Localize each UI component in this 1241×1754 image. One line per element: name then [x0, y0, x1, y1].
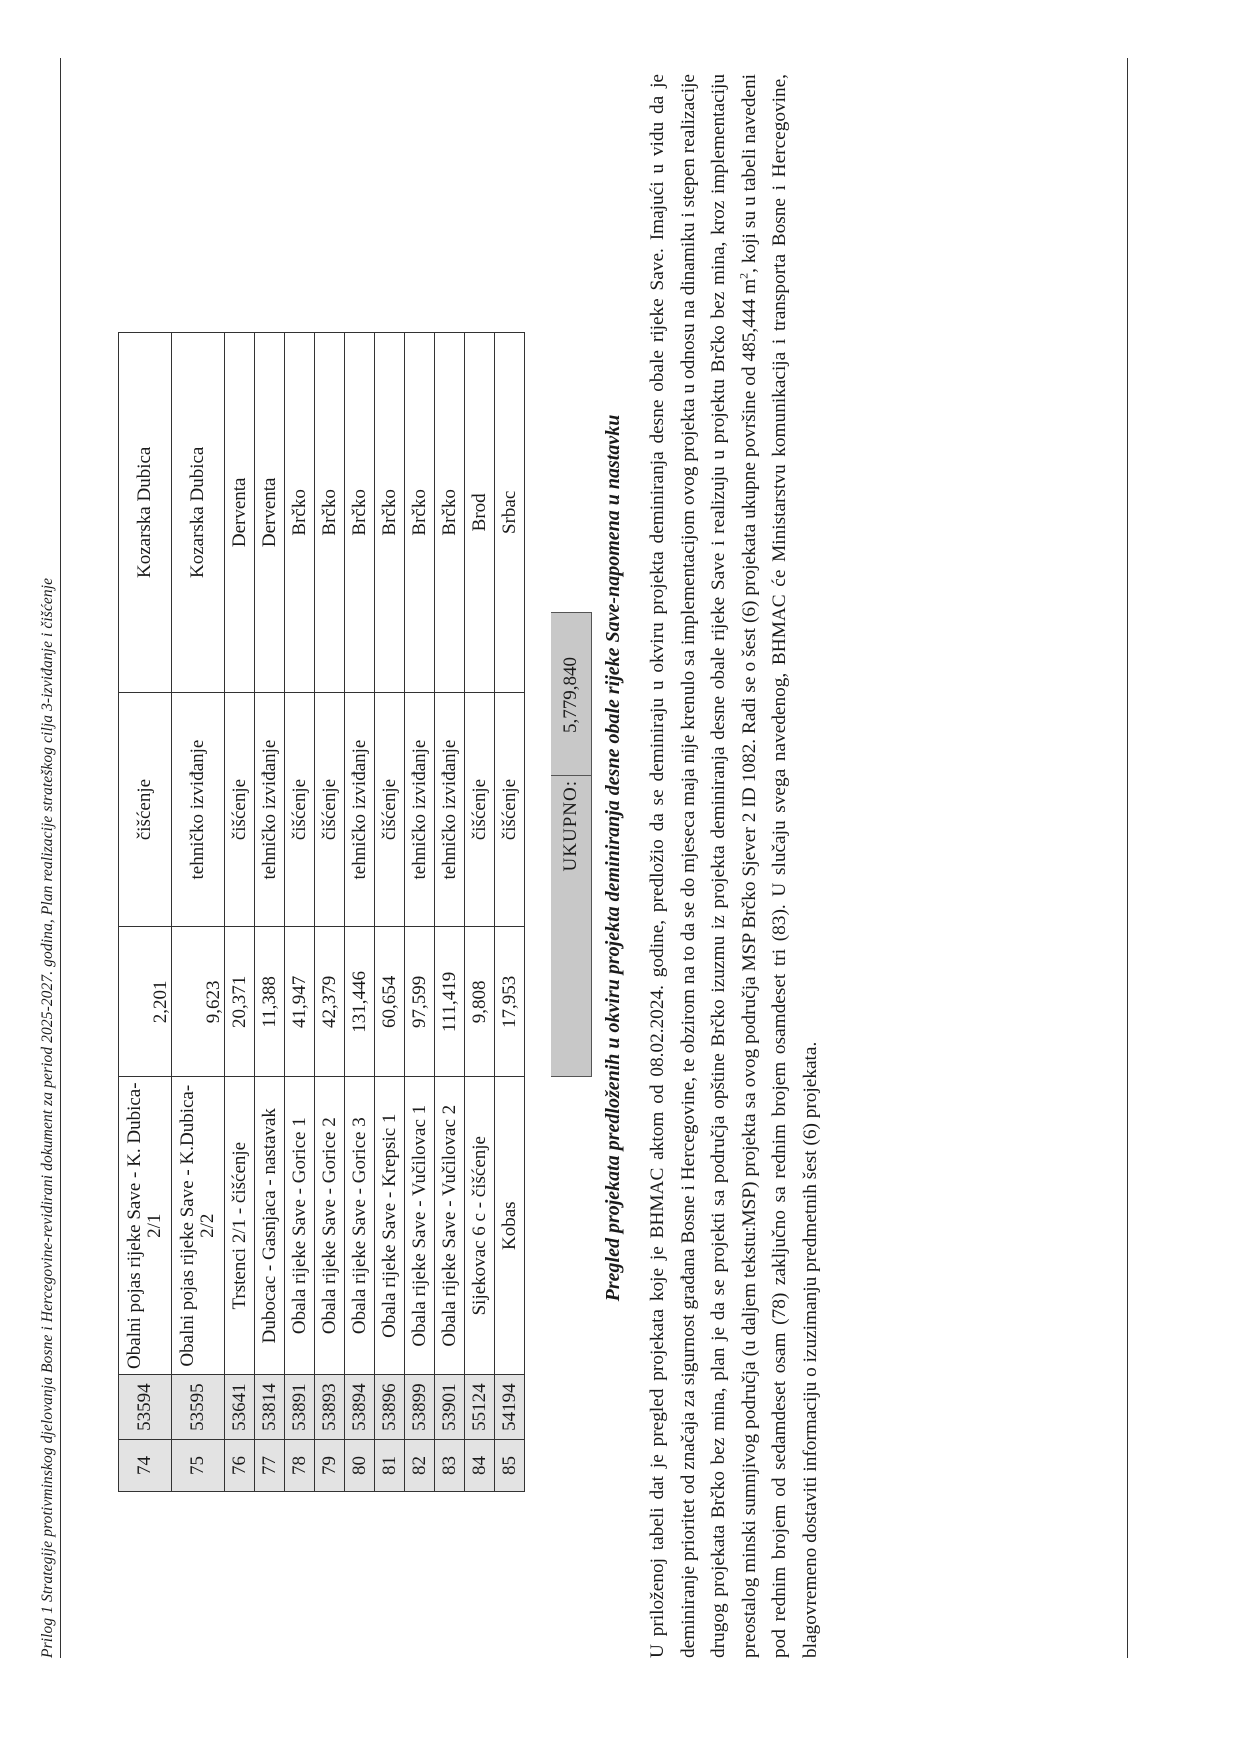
row-number: 84 [465, 1440, 495, 1492]
row-name: Obala rijeke Save - Krepsic 1 [375, 1077, 405, 1375]
row-area: 9,808 [465, 927, 495, 1077]
row-number: 75 [172, 1440, 225, 1492]
row-activity: čišćenje [119, 692, 172, 927]
table-row [119, 333, 172, 1492]
section-title: Pregled projekata predloženih u okviru projekta deminiranja desne obale rijeke Save-napomena u nastavku [602, 414, 624, 1302]
footer-rule [1127, 58, 1128, 1658]
row-activity: čišćenje [315, 692, 345, 927]
row-activity: čišćenje [375, 692, 405, 927]
row-name: Obalni pojas rijeke Save - K.Dubica-2/2 [172, 1077, 225, 1375]
table-row [375, 333, 405, 1492]
row-name: Dubocac - Gasnjaca - nastavak [255, 1077, 285, 1375]
table-row [285, 333, 315, 1492]
paragraph-part-1: U priloženoj tabeli dat je pregled projekata koje je BHMAC aktom od 08.02.2024. godine, predložio da se deminiraju u okviru projekta deminiranja desne obale rijeke Save. Imajući u vidu da je deminiranje prioritet od značaja za sigurnost građana Bosne i Hercegovine, te obzirom na to da se do mjeseca maja nije krenulo sa implementacijom ovog projekta u odnosu na dinamiku i stepen realizacije drugog projekata Brčko bez mina, plan je da se projekti sa područja opštine Brčko izuzmu iz projekta deminiranja desne obale rijeke Save i realizuju u projektu Brčko bez mina, kroz implementaciju preostalog minski sumnjivog područja (u daljem tekstu:MSP) projekta sa ovog područja MSP Brčko Sjever 2 ID 1082. Radi se o šest (6) projekata ukupne površine od 485,444 m [647, 74, 760, 1658]
row-name: Obala rijeke Save - Gorice 1 [285, 1077, 315, 1375]
row-id: 54194 [495, 1375, 525, 1440]
row-id: 53595 [172, 1375, 225, 1440]
row-place: Brčko [375, 333, 405, 693]
row-name: Trstenci 2/1 - čišćenje [225, 1077, 255, 1375]
row-number: 80 [345, 1440, 375, 1492]
row-area: 42,379 [315, 927, 345, 1077]
row-id: 53893 [315, 1375, 345, 1440]
row-activity: čišćenje [225, 692, 255, 927]
row-place: Brčko [435, 333, 465, 693]
row-id: 53894 [345, 1375, 375, 1440]
row-area: 111,419 [435, 927, 465, 1077]
row-id: 55124 [465, 1375, 495, 1440]
row-number: 79 [315, 1440, 345, 1492]
total-value: 5,779,840 [551, 615, 591, 776]
row-name: Sijekovac 6 c - čišćenje [465, 1077, 495, 1375]
table-row [172, 333, 225, 1492]
row-place: Brčko [405, 333, 435, 693]
table-row [435, 333, 465, 1492]
row-number: 81 [375, 1440, 405, 1492]
row-id: 53891 [285, 1375, 315, 1440]
projects-table [118, 332, 525, 1492]
row-area: 41,947 [285, 927, 315, 1077]
row-id: 53814 [255, 1375, 285, 1440]
row-activity: čišćenje [495, 692, 525, 927]
row-activity: tehničko izviđanje [435, 692, 465, 927]
row-area: 131,446 [345, 927, 375, 1077]
row-id: 53901 [435, 1375, 465, 1440]
row-number: 74 [119, 1440, 172, 1492]
row-area: 60,654 [375, 927, 405, 1077]
row-place: Brod [465, 333, 495, 693]
row-activity: tehničko izviđanje [255, 692, 285, 927]
table-row [225, 333, 255, 1492]
total-row [551, 612, 592, 1077]
row-place: Derventa [255, 333, 285, 693]
row-place: Brčko [285, 333, 315, 693]
paragraph-part-2: , koji su u tabeli navedeni pod rednim brojem od sedamdeset osam (78) zaključno sa rednim brojem osamdeset tri (83). U slučaju svega navedenog, BHMAC će Ministarstvu komunikacija i transporta Bosne i Hercegovine, blagovremeno dostaviti informaciju o izuzimanju predmetnih šest (6) projekata. [738, 74, 821, 1658]
row-name: Obala rijeke Save - Vučilovac 2 [435, 1077, 465, 1375]
body-paragraph [643, 74, 827, 1658]
table-row [495, 333, 525, 1492]
row-area: 11,388 [255, 927, 285, 1077]
row-number: 77 [255, 1440, 285, 1492]
row-activity: čišćenje [465, 692, 495, 927]
row-number: 85 [495, 1440, 525, 1492]
superscript: 2 [736, 272, 751, 279]
row-activity: tehničko izviđanje [405, 692, 435, 927]
row-name: Obalni pojas rijeke Save - K. Dubica-2/1 [119, 1077, 172, 1375]
row-activity: čišćenje [285, 692, 315, 927]
row-place: Brčko [315, 333, 345, 693]
row-id: 53896 [375, 1375, 405, 1440]
table-row [255, 333, 285, 1492]
row-id: 53641 [225, 1375, 255, 1440]
row-area: 20,371 [225, 927, 255, 1077]
row-number: 82 [405, 1440, 435, 1492]
table-row [465, 333, 495, 1492]
row-name: Obala rijeke Save - Gorice 3 [345, 1077, 375, 1375]
row-place: Kozarska Dubica [119, 333, 172, 693]
row-area: 17,953 [495, 927, 525, 1077]
table-row [405, 333, 435, 1492]
total-label: UKUPNO: [560, 780, 581, 872]
row-number: 76 [225, 1440, 255, 1492]
row-activity: tehničko izviđanje [345, 692, 375, 927]
row-id: 53899 [405, 1375, 435, 1440]
row-area: 2,201 [119, 927, 172, 1077]
row-id: 53594 [119, 1375, 172, 1440]
row-name: Obala rijeke Save - Gorice 2 [315, 1077, 345, 1375]
row-place: Kozarska Dubica [172, 333, 225, 693]
row-place: Srbac [495, 333, 525, 693]
row-number: 83 [435, 1440, 465, 1492]
projects-table-body [119, 333, 525, 1492]
row-place: Brčko [345, 333, 375, 693]
row-number: 78 [285, 1440, 315, 1492]
row-name: Kobas [495, 1077, 525, 1375]
row-place: Derventa [225, 333, 255, 693]
header-rule [60, 58, 61, 1658]
row-activity: tehničko izviđanje [172, 692, 225, 927]
row-area: 97,599 [405, 927, 435, 1077]
table-row [345, 333, 375, 1492]
row-area: 9,623 [172, 927, 225, 1077]
table-row [315, 333, 345, 1492]
page-header: Prilog 1 Strategije protivminskog djelovanja Bosne i Hercegovine-revidirani dokument za period 2025-2027. godina, Plan realizacije strateškog cilja 3-izviđanje i čišćenje [39, 577, 56, 1658]
row-name: Obala rijeke Save - Vučilovac 1 [405, 1077, 435, 1375]
